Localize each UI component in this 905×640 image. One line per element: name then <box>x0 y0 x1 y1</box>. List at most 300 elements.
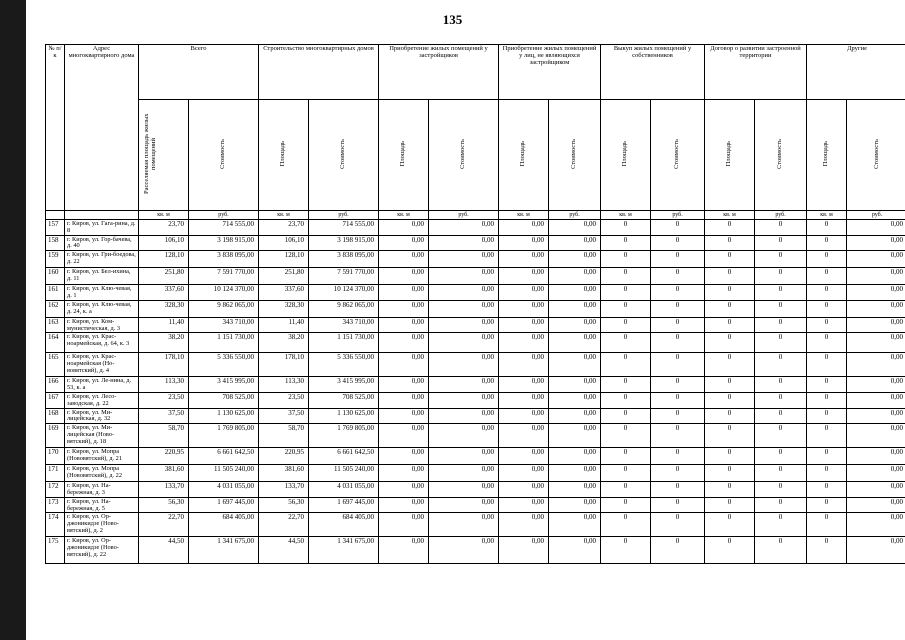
cell-dev-purchase-area: 0,00 <box>379 408 429 424</box>
cell-nondev-purchase-area: 0,00 <box>499 285 549 301</box>
subheader-cost: Стоимость <box>673 139 681 169</box>
cell-other-cost: 0,00 <box>847 235 905 251</box>
cell-other-area: 0 <box>807 353 847 377</box>
cell-construction-area: 178,10 <box>259 353 309 377</box>
row-number: 168 <box>46 408 65 424</box>
cell-nondev-purchase-cost: 0,00 <box>549 300 601 317</box>
cell-total-cost: 5 336 550,00 <box>189 353 259 377</box>
row-address: г. Киров, ул. Крас-ноармейская, д. 64, к. 3 <box>65 333 139 353</box>
cell-construction-area: 22,70 <box>259 513 309 537</box>
cell-nondev-purchase-cost: 0,00 <box>549 333 601 353</box>
cell-territory-cost: 0 <box>755 392 807 408</box>
col-group-total: Всего <box>139 45 259 100</box>
table-row <box>46 353 905 377</box>
cell-total-area: 38,20 <box>139 333 189 353</box>
subheader-cost: Стоимость <box>219 139 227 169</box>
cell-total-cost: 1 341 675,00 <box>189 537 259 564</box>
cell-total-area: 328,30 <box>139 300 189 317</box>
cell-dev-purchase-cost: 0,00 <box>429 251 499 268</box>
cell-nondev-purchase-area: 0,00 <box>499 537 549 564</box>
cell-other-cost: 0,00 <box>847 377 905 393</box>
table-row <box>46 220 905 236</box>
cell-dev-purchase-cost: 0,00 <box>429 220 499 236</box>
cell-other-area: 0 <box>807 268 847 285</box>
cell-buyout-cost: 0 <box>651 220 705 236</box>
cell-buyout-area: 0 <box>601 377 651 393</box>
subheader-resettled-area: Расселяемая площадь жилых помещений <box>142 113 157 195</box>
cell-nondev-purchase-area: 0,00 <box>499 497 549 513</box>
cell-dev-purchase-area: 0,00 <box>379 300 429 317</box>
cell-nondev-purchase-cost: 0,00 <box>549 251 601 268</box>
table-row <box>46 448 905 465</box>
cell-total-cost: 3 838 095,00 <box>189 251 259 268</box>
cell-territory-cost: 0 <box>755 424 807 448</box>
cell-dev-purchase-area: 0,00 <box>379 235 429 251</box>
unit-area: кв. м <box>601 211 651 220</box>
cell-construction-cost: 3 415 995,00 <box>309 377 379 393</box>
cell-buyout-area: 0 <box>601 268 651 285</box>
cell-buyout-area: 0 <box>601 317 651 333</box>
cell-buyout-cost: 0 <box>651 285 705 301</box>
subheader-cost: Стоимость <box>339 139 347 169</box>
cell-buyout-cost: 0 <box>651 353 705 377</box>
cell-dev-purchase-cost: 0,00 <box>429 448 499 465</box>
cell-dev-purchase-area: 0,00 <box>379 220 429 236</box>
subheader-cell <box>259 100 309 211</box>
row-number: 158 <box>46 235 65 251</box>
row-number: 159 <box>46 251 65 268</box>
cell-other-area: 0 <box>807 537 847 564</box>
col-group-other: Другие <box>807 45 905 100</box>
cell-total-area: 56,30 <box>139 497 189 513</box>
unit-cell-empty <box>65 211 139 220</box>
cell-construction-area: 56,30 <box>259 497 309 513</box>
cell-buyout-area: 0 <box>601 513 651 537</box>
cell-construction-area: 113,30 <box>259 377 309 393</box>
cell-dev-purchase-cost: 0,00 <box>429 465 499 482</box>
cell-dev-purchase-area: 0,00 <box>379 537 429 564</box>
cell-other-cost: 0,00 <box>847 497 905 513</box>
table-row <box>46 537 905 564</box>
cell-buyout-area: 0 <box>601 353 651 377</box>
cell-nondev-purchase-cost: 0,00 <box>549 537 601 564</box>
cell-total-cost: 708 525,00 <box>189 392 259 408</box>
cell-territory-area: 0 <box>705 268 755 285</box>
cell-territory-area: 0 <box>705 513 755 537</box>
subheader-area: Площадь <box>399 141 407 167</box>
cell-buyout-area: 0 <box>601 465 651 482</box>
subheader-cost: Стоимость <box>570 139 578 169</box>
cell-other-area: 0 <box>807 482 847 498</box>
cell-dev-purchase-cost: 0,00 <box>429 408 499 424</box>
cell-other-cost: 0,00 <box>847 268 905 285</box>
row-address: г. Киров, ул. Ор-джоникидзе (Ново-вятский), д. 22 <box>65 537 139 564</box>
row-number: 173 <box>46 497 65 513</box>
cell-dev-purchase-area: 0,00 <box>379 448 429 465</box>
table-row <box>46 408 905 424</box>
cell-territory-cost: 0 <box>755 537 807 564</box>
cell-other-area: 0 <box>807 333 847 353</box>
cell-nondev-purchase-area: 0,00 <box>499 317 549 333</box>
cell-dev-purchase-area: 0,00 <box>379 424 429 448</box>
cell-territory-area: 0 <box>705 377 755 393</box>
cell-territory-cost: 0 <box>755 300 807 317</box>
cell-buyout-area: 0 <box>601 482 651 498</box>
col-header-address: Адрес многоквартирного дома <box>65 45 139 211</box>
cell-other-area: 0 <box>807 408 847 424</box>
cell-nondev-purchase-cost: 0,00 <box>549 465 601 482</box>
cell-total-cost: 1 769 805,00 <box>189 424 259 448</box>
row-number: 166 <box>46 377 65 393</box>
cell-total-cost: 3 198 915,00 <box>189 235 259 251</box>
cell-other-cost: 0,00 <box>847 465 905 482</box>
cell-nondev-purchase-area: 0,00 <box>499 251 549 268</box>
cell-construction-cost: 10 124 370,00 <box>309 285 379 301</box>
cell-construction-cost: 7 591 770,00 <box>309 268 379 285</box>
cell-total-area: 113,30 <box>139 377 189 393</box>
cell-construction-area: 11,40 <box>259 317 309 333</box>
subheader-area: Площадь <box>822 141 830 167</box>
cell-nondev-purchase-area: 0,00 <box>499 482 549 498</box>
cell-total-area: 58,70 <box>139 424 189 448</box>
cell-other-cost: 0,00 <box>847 285 905 301</box>
row-address: г. Киров, ул. Гага-рина, д. 8 <box>65 220 139 236</box>
subheader-cell <box>651 100 705 211</box>
row-address: г. Киров, ул. Клю-чевая, д. 1 <box>65 285 139 301</box>
cell-nondev-purchase-area: 0,00 <box>499 268 549 285</box>
cell-nondev-purchase-area: 0,00 <box>499 333 549 353</box>
cell-other-cost: 0,00 <box>847 300 905 317</box>
table-row <box>46 333 905 353</box>
cell-other-area: 0 <box>807 285 847 301</box>
cell-dev-purchase-area: 0,00 <box>379 317 429 333</box>
row-address: г. Киров, ул. Крас-ноармейская (Но-вовятский), д. 4 <box>65 353 139 377</box>
cell-buyout-cost: 0 <box>651 392 705 408</box>
row-address: г. Киров, ул. Ле-нина, д. 53, к. а <box>65 377 139 393</box>
cell-construction-area: 58,70 <box>259 424 309 448</box>
cell-dev-purchase-area: 0,00 <box>379 392 429 408</box>
cell-territory-area: 0 <box>705 392 755 408</box>
cell-nondev-purchase-cost: 0,00 <box>549 392 601 408</box>
table-row <box>46 285 905 301</box>
cell-territory-area: 0 <box>705 251 755 268</box>
cell-buyout-cost: 0 <box>651 408 705 424</box>
subheader-cell <box>549 100 601 211</box>
cell-dev-purchase-area: 0,00 <box>379 482 429 498</box>
cell-nondev-purchase-cost: 0,00 <box>549 448 601 465</box>
cell-construction-cost: 5 336 550,00 <box>309 353 379 377</box>
subheader-cell <box>429 100 499 211</box>
row-address: г. Киров, ул. Ор-джоникидзе (Ново-вятский), д. 2 <box>65 513 139 537</box>
cell-nondev-purchase-cost: 0,00 <box>549 497 601 513</box>
cell-total-area: 37,50 <box>139 408 189 424</box>
cell-other-cost: 0,00 <box>847 220 905 236</box>
table-row <box>46 300 905 317</box>
subheader-cell <box>847 100 905 211</box>
cell-dev-purchase-area: 0,00 <box>379 497 429 513</box>
cell-buyout-area: 0 <box>601 300 651 317</box>
table-row <box>46 251 905 268</box>
cell-territory-cost: 0 <box>755 408 807 424</box>
cell-construction-cost: 6 661 642,50 <box>309 448 379 465</box>
col-group-construction: Строительство многоквартирных домов <box>259 45 379 100</box>
cell-total-area: 251,80 <box>139 268 189 285</box>
cell-total-cost: 10 124 370,00 <box>189 285 259 301</box>
cell-construction-cost: 684 405,00 <box>309 513 379 537</box>
cell-construction-area: 44,50 <box>259 537 309 564</box>
cell-total-area: 23,50 <box>139 392 189 408</box>
cell-construction-area: 23,70 <box>259 220 309 236</box>
cell-territory-area: 0 <box>705 482 755 498</box>
cell-construction-cost: 3 198 915,00 <box>309 235 379 251</box>
cell-territory-cost: 0 <box>755 353 807 377</box>
cell-nondev-purchase-area: 0,00 <box>499 408 549 424</box>
cell-territory-cost: 0 <box>755 285 807 301</box>
cell-nondev-purchase-cost: 0,00 <box>549 377 601 393</box>
cell-total-area: 128,10 <box>139 251 189 268</box>
cell-buyout-area: 0 <box>601 220 651 236</box>
cell-total-area: 381,60 <box>139 465 189 482</box>
cell-other-area: 0 <box>807 300 847 317</box>
row-address: г. Киров, ул. Бел-ихина, д. 11 <box>65 268 139 285</box>
cell-nondev-purchase-cost: 0,00 <box>549 424 601 448</box>
cell-dev-purchase-area: 0,00 <box>379 285 429 301</box>
cell-territory-cost: 0 <box>755 251 807 268</box>
cell-territory-cost: 0 <box>755 448 807 465</box>
cell-construction-cost: 708 525,00 <box>309 392 379 408</box>
row-address: г. Киров, ул. Ком-мунистическая, д. 3 <box>65 317 139 333</box>
cell-nondev-purchase-area: 0,00 <box>499 220 549 236</box>
cell-dev-purchase-cost: 0,00 <box>429 333 499 353</box>
cell-construction-area: 106,10 <box>259 235 309 251</box>
table-body <box>46 220 905 564</box>
cell-nondev-purchase-area: 0,00 <box>499 424 549 448</box>
cell-dev-purchase-cost: 0,00 <box>429 268 499 285</box>
cell-construction-cost: 1 151 730,00 <box>309 333 379 353</box>
cell-territory-cost: 0 <box>755 333 807 353</box>
cell-other-cost: 0,00 <box>847 424 905 448</box>
cell-territory-area: 0 <box>705 465 755 482</box>
cell-construction-area: 128,10 <box>259 251 309 268</box>
table-row <box>46 465 905 482</box>
row-address: г. Киров, ул. На-бережная, д. 3 <box>65 482 139 498</box>
cell-other-cost: 0,00 <box>847 392 905 408</box>
cell-nondev-purchase-area: 0,00 <box>499 465 549 482</box>
row-number: 170 <box>46 448 65 465</box>
col-header-num: № п/к <box>46 45 65 211</box>
cell-total-cost: 1 151 730,00 <box>189 333 259 353</box>
cell-buyout-cost: 0 <box>651 317 705 333</box>
row-number: 169 <box>46 424 65 448</box>
cell-other-area: 0 <box>807 235 847 251</box>
cell-territory-area: 0 <box>705 300 755 317</box>
cell-buyout-area: 0 <box>601 448 651 465</box>
cell-other-cost: 0,00 <box>847 251 905 268</box>
row-number: 161 <box>46 285 65 301</box>
cell-territory-area: 0 <box>705 317 755 333</box>
cell-other-area: 0 <box>807 377 847 393</box>
row-address: г. Киров, ул. Ми-лицейская, д. 32 <box>65 408 139 424</box>
cell-total-cost: 11 505 240,00 <box>189 465 259 482</box>
header-row-groups <box>46 45 905 100</box>
cell-territory-cost: 0 <box>755 268 807 285</box>
table-row <box>46 482 905 498</box>
cell-other-area: 0 <box>807 317 847 333</box>
header-row-units <box>46 211 905 220</box>
cell-buyout-area: 0 <box>601 408 651 424</box>
cell-dev-purchase-cost: 0,00 <box>429 377 499 393</box>
cell-dev-purchase-cost: 0,00 <box>429 497 499 513</box>
row-number: 171 <box>46 465 65 482</box>
cell-territory-cost: 0 <box>755 377 807 393</box>
cell-territory-area: 0 <box>705 353 755 377</box>
cell-dev-purchase-area: 0,00 <box>379 333 429 353</box>
subheader-cell <box>189 100 259 211</box>
cell-total-area: 106,10 <box>139 235 189 251</box>
cell-other-area: 0 <box>807 424 847 448</box>
cell-nondev-purchase-cost: 0,00 <box>549 268 601 285</box>
cell-territory-area: 0 <box>705 333 755 353</box>
cell-nondev-purchase-cost: 0,00 <box>549 285 601 301</box>
cell-other-area: 0 <box>807 448 847 465</box>
cell-buyout-area: 0 <box>601 392 651 408</box>
cell-territory-cost: 0 <box>755 317 807 333</box>
cell-total-cost: 684 405,00 <box>189 513 259 537</box>
row-number: 167 <box>46 392 65 408</box>
subheader-cell <box>499 100 549 211</box>
row-address: г. Киров, ул. На-бережная, д. 5 <box>65 497 139 513</box>
cell-buyout-area: 0 <box>601 424 651 448</box>
cell-dev-purchase-cost: 0,00 <box>429 537 499 564</box>
cell-nondev-purchase-area: 0,00 <box>499 300 549 317</box>
subheader-cell <box>309 100 379 211</box>
unit-rub: руб. <box>309 211 379 220</box>
cell-dev-purchase-cost: 0,00 <box>429 424 499 448</box>
unit-area: кв. м <box>259 211 309 220</box>
cell-buyout-cost: 0 <box>651 448 705 465</box>
subheader-area: Площадь <box>279 141 287 167</box>
cell-territory-cost: 0 <box>755 235 807 251</box>
cell-dev-purchase-cost: 0,00 <box>429 482 499 498</box>
cell-dev-purchase-area: 0,00 <box>379 465 429 482</box>
unit-rub: руб. <box>429 211 499 220</box>
cell-construction-area: 23,50 <box>259 392 309 408</box>
cell-construction-cost: 11 505 240,00 <box>309 465 379 482</box>
cell-buyout-cost: 0 <box>651 251 705 268</box>
unit-rub: руб. <box>755 211 807 220</box>
subheader-area: Площадь <box>621 141 629 167</box>
cell-other-cost: 0,00 <box>847 513 905 537</box>
subheader-cell <box>807 100 847 211</box>
unit-rub: руб. <box>549 211 601 220</box>
col-group-territory-development: Договор о развитии застроенной территории <box>705 45 807 100</box>
unit-area: кв. м <box>705 211 755 220</box>
row-number: 165 <box>46 353 65 377</box>
cell-dev-purchase-cost: 0,00 <box>429 300 499 317</box>
row-address: г. Киров, ул. Гри-боедова, д. 22 <box>65 251 139 268</box>
cell-construction-area: 38,20 <box>259 333 309 353</box>
table-row <box>46 235 905 251</box>
table-row <box>46 513 905 537</box>
cell-nondev-purchase-cost: 0,00 <box>549 482 601 498</box>
cell-other-cost: 0,00 <box>847 537 905 564</box>
cell-nondev-purchase-cost: 0,00 <box>549 513 601 537</box>
cell-dev-purchase-area: 0,00 <box>379 377 429 393</box>
cell-other-area: 0 <box>807 465 847 482</box>
cell-construction-cost: 1 697 445,00 <box>309 497 379 513</box>
col-group-buyout-owners: Выкуп жилых помещений у собственников <box>601 45 705 100</box>
cell-other-cost: 0,00 <box>847 448 905 465</box>
cell-total-cost: 7 591 770,00 <box>189 268 259 285</box>
subheader-cell <box>755 100 807 211</box>
cell-construction-cost: 1 341 675,00 <box>309 537 379 564</box>
cell-other-area: 0 <box>807 497 847 513</box>
cell-buyout-cost: 0 <box>651 482 705 498</box>
cell-total-cost: 1 130 625,00 <box>189 408 259 424</box>
page-number: 135 <box>442 12 463 27</box>
cell-territory-cost: 0 <box>755 465 807 482</box>
cell-dev-purchase-cost: 0,00 <box>429 285 499 301</box>
row-number: 162 <box>46 300 65 317</box>
cell-other-cost: 0,00 <box>847 482 905 498</box>
row-address: г. Киров, ул. Лесо-заводская, д. 22 <box>65 392 139 408</box>
cell-buyout-cost: 0 <box>651 465 705 482</box>
cell-dev-purchase-area: 0,00 <box>379 268 429 285</box>
cell-territory-cost: 0 <box>755 497 807 513</box>
cell-nondev-purchase-area: 0,00 <box>499 392 549 408</box>
cell-total-cost: 6 661 642,50 <box>189 448 259 465</box>
col-group-purchase-non-developers: Приобретение жилых помещений у лиц, не являющихся застройщиком <box>499 45 601 100</box>
cell-territory-area: 0 <box>705 220 755 236</box>
cell-territory-area: 0 <box>705 424 755 448</box>
cell-buyout-cost: 0 <box>651 333 705 353</box>
cell-dev-purchase-cost: 0,00 <box>429 235 499 251</box>
table-row <box>46 424 905 448</box>
subheader-cell <box>139 100 189 211</box>
cell-territory-area: 0 <box>705 448 755 465</box>
row-address: г. Киров, ул. Ми-лицейская (Ново-вятский), д. 18 <box>65 424 139 448</box>
cell-buyout-cost: 0 <box>651 268 705 285</box>
unit-rub: руб. <box>651 211 705 220</box>
cell-buyout-area: 0 <box>601 497 651 513</box>
table-row <box>46 392 905 408</box>
cell-dev-purchase-cost: 0,00 <box>429 353 499 377</box>
cell-total-cost: 714 555,00 <box>189 220 259 236</box>
cell-construction-area: 337,60 <box>259 285 309 301</box>
table-row <box>46 268 905 285</box>
cell-total-area: 178,10 <box>139 353 189 377</box>
table-row <box>46 497 905 513</box>
cell-territory-cost: 0 <box>755 482 807 498</box>
cell-territory-area: 0 <box>705 285 755 301</box>
header-row-subcolumns <box>46 100 905 211</box>
unit-rub: руб. <box>847 211 905 220</box>
cell-construction-cost: 3 838 095,00 <box>309 251 379 268</box>
cell-dev-purchase-area: 0,00 <box>379 513 429 537</box>
cell-construction-cost: 343 710,00 <box>309 317 379 333</box>
cell-construction-area: 251,80 <box>259 268 309 285</box>
row-number: 164 <box>46 333 65 353</box>
unit-area: кв. м <box>139 211 189 220</box>
cell-buyout-cost: 0 <box>651 513 705 537</box>
subheader-area: Площадь <box>519 141 527 167</box>
col-group-purchase-developers: Приобретение жилых помещений у застройщиков <box>379 45 499 100</box>
cell-construction-area: 328,30 <box>259 300 309 317</box>
cell-nondev-purchase-cost: 0,00 <box>549 235 601 251</box>
cell-total-area: 220,95 <box>139 448 189 465</box>
row-address: г. Киров, ул. Мопра (Нововятский), д. 22 <box>65 465 139 482</box>
cell-other-area: 0 <box>807 220 847 236</box>
